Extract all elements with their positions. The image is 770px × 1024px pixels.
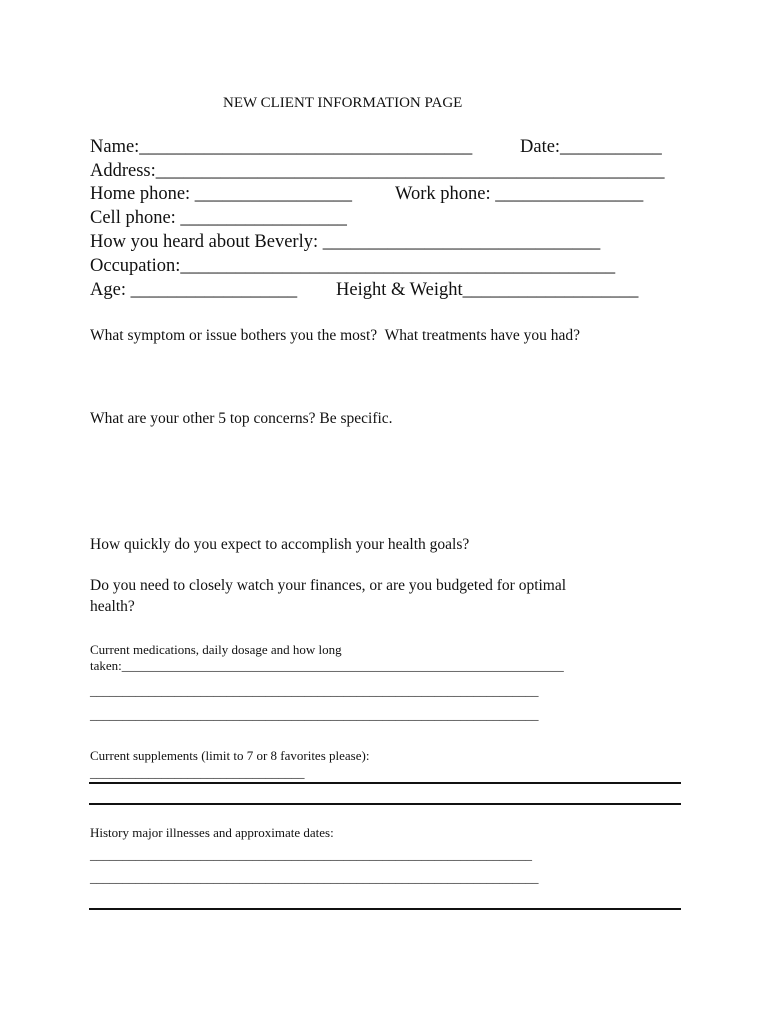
date-field[interactable]: Date:___________ xyxy=(520,137,662,157)
work-phone-field[interactable]: Work phone: ________________ xyxy=(395,184,644,204)
illnesses-blank-line[interactable]: ____________________________________________________________________ xyxy=(90,847,532,862)
concerns-question: What are your other 5 top concerns? Be specific. xyxy=(90,410,393,427)
address-field[interactable]: Address:_______________________________________________________ xyxy=(90,161,665,181)
page-title: NEW CLIENT INFORMATION PAGE xyxy=(223,95,463,111)
supplements-rule[interactable] xyxy=(89,782,681,784)
finances-question-continued: health? xyxy=(90,598,135,615)
cell-phone-field[interactable]: Cell phone: __________________ xyxy=(90,208,347,228)
supplements-label: Current supplements (limit to 7 or 8 favorites please): xyxy=(90,748,370,763)
home-phone-field[interactable]: Home phone: _________________ xyxy=(90,184,353,204)
health-goals-question: How quickly do you expect to accomplish your health goals? xyxy=(90,536,470,553)
medications-label: Current medications, daily dosage and how long xyxy=(90,642,342,657)
finances-question: Do you need to closely watch your finances, or are you budgeted for optimal xyxy=(90,577,567,594)
illnesses-rule[interactable] xyxy=(89,908,681,910)
name-field[interactable]: Name:____________________________________ xyxy=(90,137,473,157)
medications-blank-line[interactable]: _____________________________________________________________________ xyxy=(90,683,539,698)
illnesses-label: History major illnesses and approximate dates: xyxy=(90,825,334,840)
symptom-question: What symptom or issue bothers you the most? What treatments have you had? xyxy=(90,327,581,344)
supplements-blank-line[interactable]: _________________________________ xyxy=(90,765,305,780)
medications-field[interactable]: taken:____________________________________________________________________ xyxy=(90,658,564,673)
medications-blank-line[interactable]: _____________________________________________________________________ xyxy=(90,707,539,722)
supplements-rule[interactable] xyxy=(89,803,681,805)
height-weight-field[interactable]: Height & Weight___________________ xyxy=(336,280,639,300)
age-field[interactable]: Age: __________________ xyxy=(90,280,298,300)
occupation-field[interactable]: Occupation:_______________________________________________ xyxy=(90,256,616,276)
illnesses-blank-line[interactable]: _____________________________________________________________________ xyxy=(90,870,539,885)
heard-about-field[interactable]: How you heard about Beverly: ______________________________ xyxy=(90,232,601,252)
